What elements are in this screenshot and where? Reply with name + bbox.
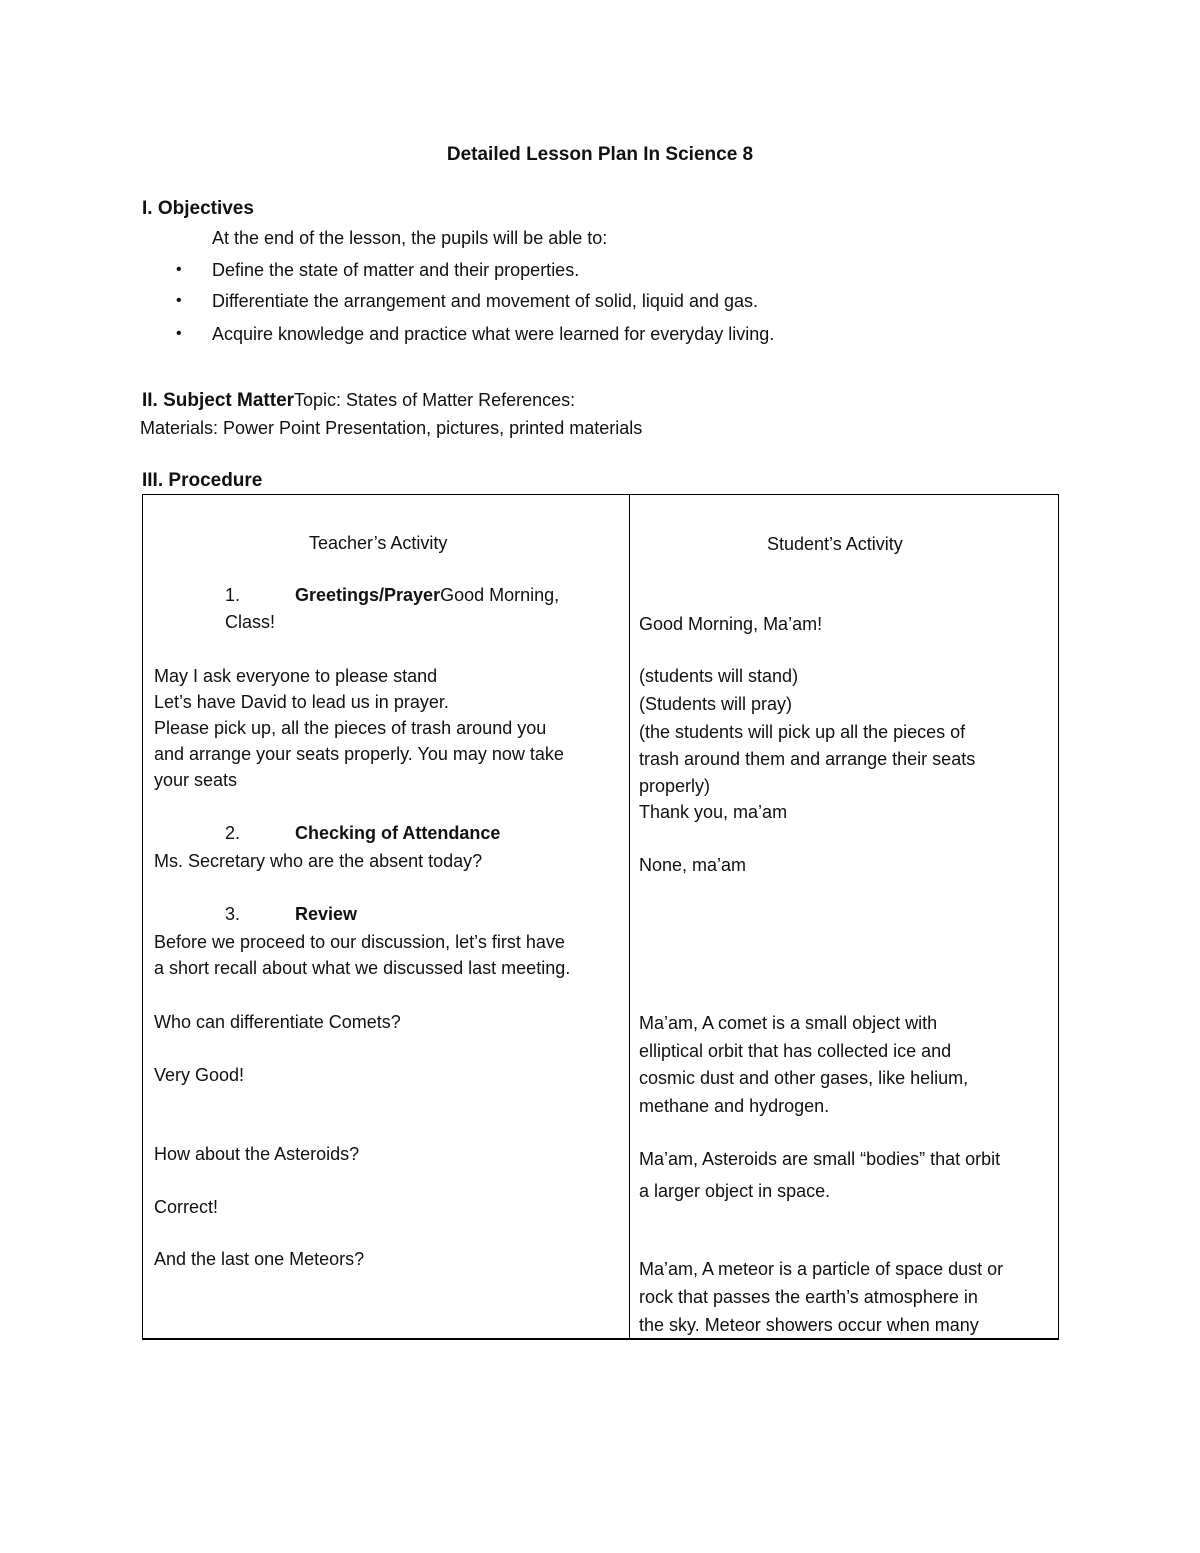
greetings-text-cont: Class!: [225, 612, 276, 632]
student-asteroid-line: Ma’am, Asteroids are small “bodies” that orbit: [639, 1149, 1001, 1169]
review-line: Before we proceed to our discussion, let’s first have: [154, 932, 565, 952]
attendance-text: Ms. Secretary who are the absent today?: [154, 851, 483, 871]
subject-matter-line: [142, 390, 575, 412]
student-meteor-line: the sky. Meteor showers occur when many: [639, 1315, 979, 1335]
subject-matter-topic: Topic: States of Matter References:: [294, 390, 576, 410]
greetings-line: [295, 582, 559, 608]
subject-matter-heading: II. Subject Matter: [142, 390, 295, 411]
student-line: (Students will pray): [639, 694, 793, 714]
student-meteor-line: Ma’am, A meteor is a particle of space dust or: [639, 1259, 1004, 1279]
greetings-number: 1.: [225, 585, 241, 605]
objectives-intro: At the end of the lesson, the pupils will be able to:: [212, 228, 608, 248]
student-line: Thank you, ma’am: [639, 802, 788, 822]
review-title: Review: [295, 904, 358, 924]
student-comet-line: Ma’am, A comet is a small object with: [639, 1013, 938, 1033]
correct-text: Correct!: [154, 1197, 219, 1217]
procedure-table: [142, 494, 1059, 1340]
objective-item: Define the state of matter and their properties.: [212, 260, 580, 280]
student-none: None, ma’am: [639, 855, 747, 875]
student-line: properly): [639, 776, 711, 796]
objective-item: Differentiate the arrangement and movement of solid, liquid and gas.: [212, 291, 758, 311]
student-line: trash around them and arrange their seats: [639, 749, 976, 769]
bullet-icon: •: [176, 325, 182, 342]
student-meteor-line: rock that passes the earth’s atmosphere in: [639, 1287, 978, 1307]
bullet-icon: •: [176, 261, 182, 278]
student-line: (students will stand): [639, 666, 799, 686]
student-comet-line: methane and hydrogen.: [639, 1096, 830, 1116]
student-comet-line: cosmic dust and other gases, like helium,: [639, 1068, 969, 1088]
question-comets: Who can differentiate Comets?: [154, 1012, 401, 1032]
procedure-heading: III. Procedure: [142, 470, 263, 491]
review-number: 3.: [225, 904, 241, 924]
student-good-morning: Good Morning, Ma’am!: [639, 614, 823, 634]
objectives-heading: I. Objectives: [142, 198, 254, 219]
document-title: Detailed Lesson Plan In Science 8: [446, 144, 754, 165]
teacher-activity-header: Teacher’s Activity: [309, 533, 448, 553]
very-good-text: Very Good!: [154, 1065, 245, 1085]
teacher-line: Please pick up, all the pieces of trash around you: [154, 718, 547, 738]
teacher-line: Let’s have David to lead us in prayer.: [154, 692, 449, 712]
attendance-title: Checking of Attendance: [295, 823, 501, 843]
greetings-text: Good Morning,: [440, 585, 560, 605]
teacher-line: May I ask everyone to please stand: [154, 666, 438, 686]
objective-item: Acquire knowledge and practice what were learned for everyday living.: [212, 324, 775, 344]
question-asteroids: How about the Asteroids?: [154, 1144, 360, 1164]
teacher-line: and arrange your seats properly. You may now take: [154, 744, 564, 764]
subject-matter-materials: Materials: Power Point Presentation, pictures, printed materials: [140, 418, 643, 438]
attendance-number: 2.: [225, 823, 241, 843]
column-divider: [629, 495, 630, 1338]
student-line: (the students will pick up all the pieces of: [639, 722, 966, 742]
bullet-icon: •: [176, 292, 182, 309]
review-line: a short recall about what we discussed last meeting.: [154, 958, 571, 978]
question-meteors: And the last one Meteors?: [154, 1249, 365, 1269]
teacher-line: your seats: [154, 770, 238, 790]
student-activity-header: Student’s Activity: [767, 534, 903, 554]
student-comet-line: elliptical orbit that has collected ice and: [639, 1041, 952, 1061]
student-asteroid-line: a larger object in space.: [639, 1181, 831, 1201]
greetings-title: Greetings/Prayer: [295, 585, 441, 605]
